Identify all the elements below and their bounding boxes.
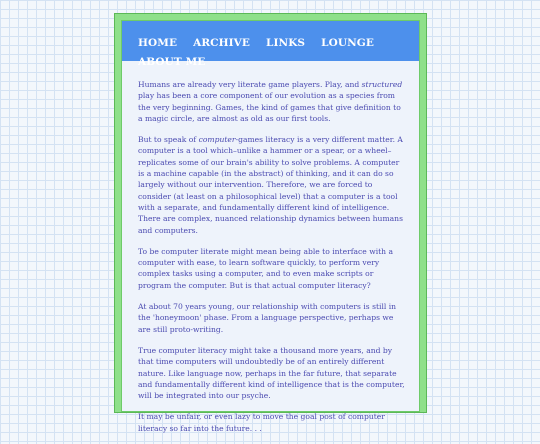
page-container — [121, 20, 420, 433]
paragraph-text: To be computer literate might mean being able to interface with a computer with ease, to learn software quickly, to perform very complex tasks using a computer, and to even make scripts or program the computer. But is that actual computer literacy? — [138, 246, 394, 290]
article-paragraph — [138, 246, 405, 291]
nav-link-archive[interactable]: ARCHIVE — [193, 37, 251, 49]
page-frame — [114, 13, 427, 433]
paragraph-text: True computer literacy might take a thousand more years, and by that time computers will undoubtedly be of an entirely different nature. Like language now, perhaps in the far future, that separate and fundamentally different kind of intelligence that is the computer, will be integrated into our psyche. — [138, 345, 405, 401]
paragraph-text: play has been a core component of our evolution as a species from the very beginning. Games, the kind of games that give definition to a magic circle, are almost as old as our first tools. — [138, 91, 401, 123]
article-paragraph — [138, 301, 405, 335]
paragraph-text: Humans are already very literate game players. Play, and — [138, 80, 362, 89]
article-paragraph — [138, 411, 405, 434]
paragraph-text: -games literacy is a very different matter. A computer is a tool which–unlike a hammer or a spear, or a wheel–replicates some of our brain's ability to solve problems. A computer is a machine capable (in the abstract) of thinking, and it can do so largely without our intervention. Therefore, we are forced to consider (at least on a philosophical level) that a computer is a tool with a separate, and fundamentally different kind of intelligence. There are complex, nuanced relationship dynamics between humans and computers. — [138, 135, 403, 235]
nav-link-lounge[interactable]: LOUNGE — [321, 37, 374, 49]
paragraph-text: It may be unfair, or even lazy to move the goal post of computer literacy so far into the future. . . — [138, 412, 385, 433]
paragraph-text: But to speak of — [138, 135, 199, 145]
article-paragraph — [138, 79, 405, 124]
nav-link-home[interactable]: HOME — [138, 37, 178, 49]
nav-link-about-me[interactable]: ABOUT ME — [138, 56, 206, 68]
nav-link-links[interactable]: LINKS — [266, 37, 306, 49]
article-body — [138, 79, 405, 444]
article-paragraph — [138, 134, 405, 236]
top-nav — [122, 21, 419, 68]
paragraph-text: At about 70 years young, our relationship with computers is still in the 'honeymoon' phase. From a language perspective, perhaps we are still proto-writing. — [138, 302, 397, 334]
emphasis-text: computer — [198, 135, 236, 145]
emphasis-text: structured — [361, 80, 403, 89]
article-paragraph — [138, 345, 405, 401]
